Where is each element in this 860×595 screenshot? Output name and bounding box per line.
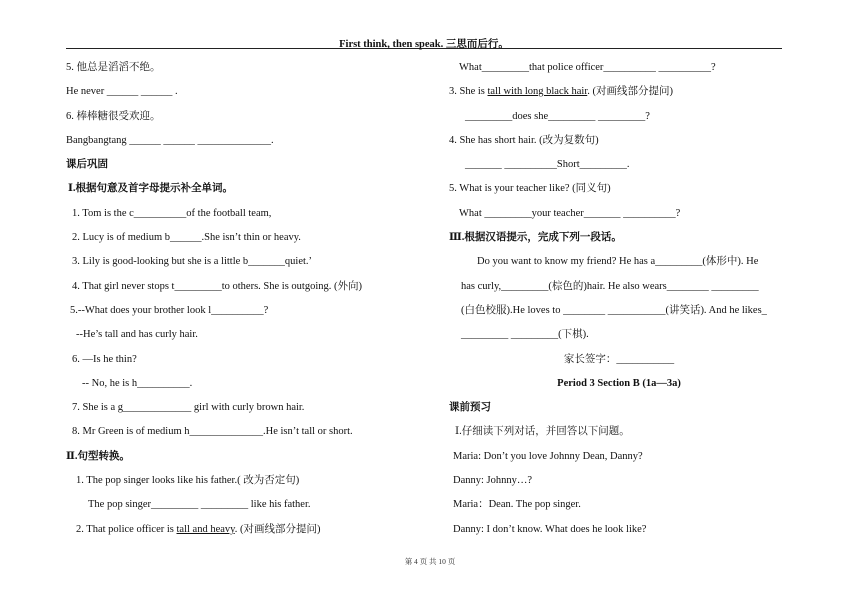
right-line: 4. She has short hair. (改为复数句) [449, 134, 599, 146]
right-line: Ⅰ.仔细读下列对话，并回答以下问题。 [455, 426, 630, 438]
left-line: 1. Tom is the c__________of the football team, [72, 207, 272, 219]
right-line: _______ __________Short_________. [465, 159, 630, 171]
left-line: Ⅰ.根据句意及首字母提示补全单词。 [68, 183, 234, 195]
underlined-phrase: tall with long black hair [487, 86, 588, 98]
left-line: Ⅱ.句型转换。 [66, 450, 130, 462]
left-line: 1. The pop singer looks like his father.( 改为否定句) [76, 475, 300, 487]
left-line: 课后巩固 [66, 159, 108, 171]
left-line: 7. She is a g_____________ girl with curly brown hair. [72, 402, 305, 414]
right-line: 课前预习 [449, 402, 491, 414]
left-line: --He’s tall and has curly hair. [76, 329, 198, 341]
right-line: Danny: I don’t know. What does he look like? [453, 523, 647, 535]
left-line: 3. Lily is good-looking but she is a little b_______quiet.’ [72, 256, 313, 268]
right-line: Danny: Johnny…? [453, 475, 533, 487]
left-line: 6. —Is he thin? [72, 353, 137, 365]
right-line: 5. What is your teacher like? (同义句) [449, 183, 611, 195]
left-line: Bangbangtang ______ ______ ______________. [66, 134, 274, 146]
left-line: 4. That girl never stops t_________to others. She is outgoing. (外向) [72, 280, 362, 292]
left-line: 5.--What does your brother look l__________? [70, 304, 269, 316]
right-line: Ⅲ.根据汉语提示，完成下列一段话。 [449, 232, 622, 244]
left-line: 8. Mr Green is of medium h______________.He isn’t tall or short. [72, 426, 353, 438]
left-line: The pop singer_________ _________ like his father. [88, 499, 311, 511]
right-line: _________ _________(下棋). [461, 329, 589, 341]
right-line: Do you want to know my friend? He has a_________(体形中). He [477, 256, 759, 268]
right-line: What _________your teacher_______ __________? [459, 207, 681, 219]
right-line: 家长签字：___________ [563, 353, 675, 365]
page-footer: 第 4 页 共 10 页 [404, 557, 456, 566]
right-line: has curly,_________(棕色的)hair. He also wears________ _________ [461, 280, 759, 292]
right-column [449, 56, 789, 542]
left-column [66, 56, 396, 542]
left-line: 2. That police officer is tall and heavy. (对画线部分提问) [76, 523, 321, 535]
left-line: -- No, he is h__________. [82, 377, 193, 389]
underlined-phrase: tall and heavy [176, 523, 235, 535]
left-line: He never ______ ______ . [66, 86, 178, 98]
right-line: What_________that police officer__________ __________? [459, 62, 716, 73]
right-line: Period 3 Section B (1a—3a) [557, 377, 681, 389]
right-line: _________does she_________ _________? [465, 110, 650, 122]
right-line: Maria: Don’t you love Johnny Dean, Danny? [453, 450, 643, 462]
left-line: 6. 棒棒糖很受欢迎。 [66, 110, 161, 122]
right-line: (白色校服).He loves to ________ ___________(讲笑话). And he likes_ [461, 304, 767, 316]
left-line: 2. Lucy is of medium b______.She isn’t thin or heavy. [72, 232, 301, 244]
right-line: Maria：Dean. The pop singer. [453, 499, 581, 511]
left-line: 5. 他总是滔滔不绝。 [66, 62, 161, 73]
header-divider [66, 48, 782, 49]
page-header-title: First think, then speak. 三思而后行。 [339, 39, 509, 50]
right-line: 3. She is tall with long black hair. (对画线部分提问) [449, 86, 673, 98]
